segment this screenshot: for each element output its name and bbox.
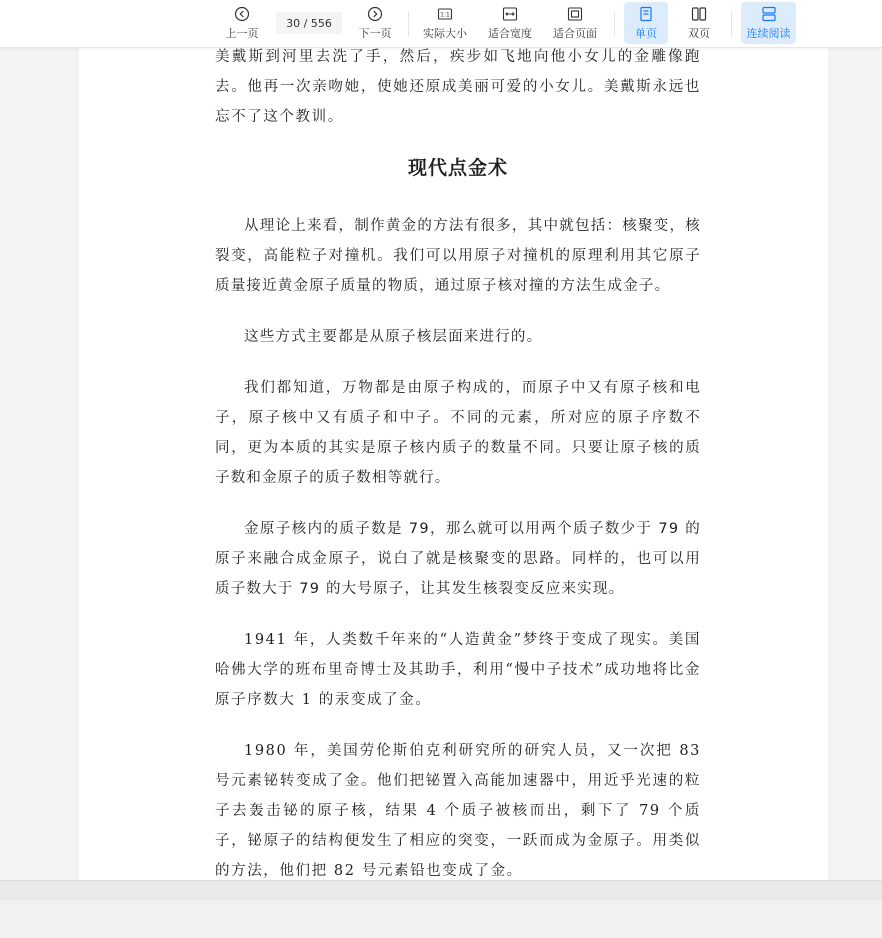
paragraph: 1941 年，人类数千年来的“人造黄金”梦终于变成了现实。美国哈佛大学的班布里奇博士及其助手，利用“慢中子技术”成功地将比金原子序数大 1 的汞变成了金。 <box>215 632 701 708</box>
document-page <box>79 0 828 880</box>
actual-size-button[interactable] <box>417 2 473 44</box>
paragraph: 美戴斯到河里去洗了手，然后，疾步如飞地向他小女儿的金雕像跑去。他再一次亲吻她，使她还原成美丽可爱的小女儿。美戴斯永远也忘不了这个教训。 <box>215 49 701 125</box>
single-page-icon <box>638 6 654 22</box>
fit-width-icon <box>502 6 518 22</box>
continuous-reading-icon <box>761 6 777 22</box>
double-page-icon <box>691 6 707 22</box>
double-page-label: 双页 <box>688 26 710 40</box>
svg-text:1:1: 1:1 <box>440 11 450 19</box>
toolbar-divider <box>614 12 615 36</box>
next-page-button[interactable] <box>347 2 403 44</box>
paragraph: 我们都知道，万物都是由原子构成的，而原子中又有原子核和电子，原子核中又有质子和中子。不同的元素，所对应的原子序数不同，更为本质的其实是原子核内质子的数量不同。只要让原子核的质子数和金原子的质子数相等就行。 <box>215 380 701 486</box>
actual-size-label: 实际大小 <box>423 26 467 40</box>
page-total: 556 <box>310 16 332 30</box>
page-current[interactable]: 30 <box>286 16 301 30</box>
page-indicator[interactable] <box>276 12 342 34</box>
continuous-reading-label: 连续阅读 <box>746 26 791 40</box>
fit-width-button[interactable] <box>482 2 538 44</box>
paragraph: 1980 年，美国劳伦斯伯克利研究所的研究人员，又一次把 83 号元素铋转变成了金。他们把铋置入高能加速器中，用近乎光速的粒子去轰击铋的原子核，结果 4 个质子被核而出，剩下了 79 个质子，铋原子的结构便发生了相应的突变，一跃而成为金原子。用类似的方法，他们把 82 号元素铅也变成了金。 <box>215 743 701 879</box>
toolbar-divider <box>408 12 409 36</box>
paragraph: 从理论上来看，制作黄金的方法有很多，其中就包括：核聚变，核裂变，高能粒子对撞机。我们可以用原子对撞机的原理利用其它原子质量接近黄金原子质量的物质，通过原子核对撞的方法生成金子。 <box>215 218 701 294</box>
page-separator: / <box>300 16 311 30</box>
actual-size-icon <box>437 6 453 22</box>
chevron-right-circle-icon <box>367 6 383 22</box>
viewer-toolbar <box>0 0 882 48</box>
fit-page-label: 适合页面 <box>553 26 597 40</box>
chapter-title: 现代点金术 <box>407 157 508 179</box>
paragraph: 金原子核内的质子数是 79，那么就可以用两个质子数少于 79 的原子来融合成金原子，说白了就是核聚变的思路。同样的，也可以用质子数大于 79 的大号原子，让其发生核裂变反应来实现。 <box>215 521 701 597</box>
page-content <box>215 0 701 880</box>
double-page-button[interactable] <box>677 2 721 44</box>
fit-page-button[interactable] <box>547 2 603 44</box>
footer-area <box>0 900 882 938</box>
next-page-label: 下一页 <box>358 26 392 40</box>
continuous-reading-button[interactable] <box>741 2 796 44</box>
single-page-button[interactable] <box>624 2 668 44</box>
status-bar <box>0 880 882 900</box>
fit-width-label: 适合宽度 <box>488 26 532 40</box>
prev-page-button[interactable] <box>214 2 270 44</box>
toolbar-divider <box>731 12 732 36</box>
single-page-label: 单页 <box>635 26 657 40</box>
prev-page-label: 上一页 <box>225 26 259 40</box>
fit-page-icon <box>567 6 583 22</box>
chevron-left-circle-icon <box>234 6 250 22</box>
paragraph: 这些方式主要都是从原子核层面来进行的。 <box>244 329 543 345</box>
